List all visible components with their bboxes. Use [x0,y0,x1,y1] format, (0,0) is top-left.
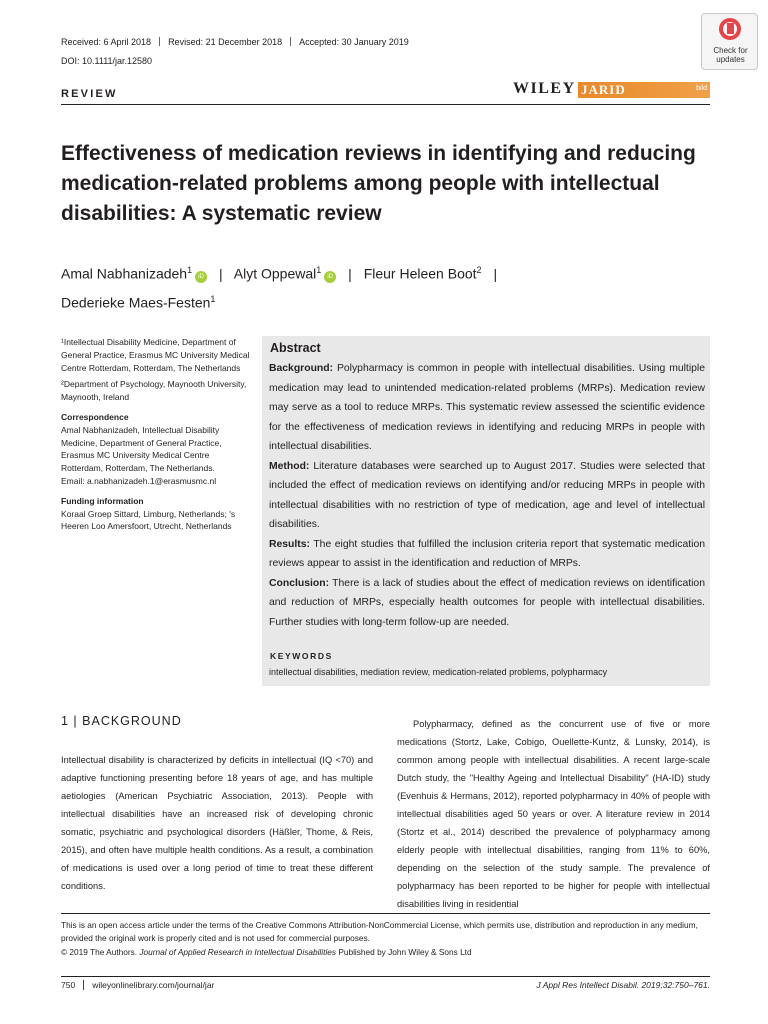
correspondence-text: Amal Nabhanizadeh, Intellectual Disability Medicine, Department of General Practice, Erasmus MC University Medical Centre Rotterdam, Rotterdam, The Netherlands. [61,424,222,474]
body-paragraph: Intellectual disability is characterized by deficits in intellectual (IQ <70) and adaptive functioning presenting before 18 years of age, and has multiple aetiologies (American Psychiatric Association, 2013). People with intellectual disabilities have an increased risk of developing chronic somatic, psychiatric and psychological disorders (Häßler, Thome, & Reis, 2015), and often have multiple health conditions. As a result, a combination of medications is used over a long period of time to treat these different conditions. [61,755,373,891]
correspondence-heading: Correspondence [61,411,129,422]
results-text: The eight studies that fulfilled the inclusion criteria report that systematic medication reviews appear to assist in the identification and reduction of MRPs. [269,538,705,569]
check-for-updates-button[interactable] [701,13,758,70]
journal-logo-suffix: bild [696,85,707,92]
divider [83,980,84,990]
author-affiliation-mark: 1 [210,293,216,304]
author-affiliation-mark: 1 [316,265,322,275]
affiliation: ²Department of Psychology, Maynooth University, Maynooth, Ireland [61,379,247,403]
author-affiliation-mark: 1 [187,265,193,275]
journal-url[interactable]: wileyonlinelibrary.com/journal/jar [92,980,215,990]
affiliations-sidebar [61,336,251,537]
funding-heading: Funding information [61,495,144,506]
keywords-heading: KEYWORDS [270,651,333,661]
received-date: Received: 6 April 2018 [61,37,152,47]
revised-date: Revised: 21 December 2018 [168,37,283,47]
license-note [61,919,710,944]
license-text: This is an open access article under the terms of the Creative Commons Attribution-NonCommercial License, which permits use, distribution and reproduction in any medium, provided the original work is properly cited and is not used for commercial purposes. [61,920,698,943]
divider [290,37,291,46]
journal-logo-text: JARID [581,82,626,97]
abstract-method [269,457,705,535]
author-separator: | [348,265,352,282]
section-heading: 1 | BACKGROUND [61,714,182,728]
orcid-icon[interactable]: iD [195,271,207,283]
body-left-column [61,751,373,895]
author-name[interactable]: Alyt Oppewal [233,265,317,282]
author-name[interactable]: Dederieke Maes-Festen [61,294,211,311]
background-text: Polypharmacy is common in people with intellectual disabilities. Using multiple medication may lead to unintended medication-related problems (MRPs). Medication review may serve as a tool to reduce MRPs. This systematic review assessed the scientific evidence for the effectiveness of medication reviews in identifying and reducing MRPs in people with intellectual disabilities. [269,363,705,452]
conclusion-text: There is a lack of studies about the effect of medication reviews on identification and reduction of MRPs, especially health outcomes for people with intellectual disabilities. Further studies with long-term follow-up are needed. [269,577,705,628]
publisher-logo: WILEY [513,80,576,97]
abstract-results [269,535,705,574]
copyright-journal: Journal of Applied Research in Intellectual Disabilities [139,947,337,957]
method-label: Method: [269,460,310,472]
author-separator: | [493,265,498,282]
abstract-heading: Abstract [270,341,321,355]
affiliation: ¹Intellectual Disability Medicine, Department of General Practice, Erasmus MC University Medical Centre Rotterdam, Rotterdam, The Netherlands [61,337,250,373]
background-label: Background: [269,363,334,374]
author-list [61,258,721,315]
article-dates [61,37,409,47]
article-type-label: REVIEW [61,88,118,100]
journal-logo [578,82,710,98]
abstract-conclusion [269,574,705,633]
copyright-prefix: © 2019 The Authors. [61,947,140,957]
body-paragraph: Polypharmacy, defined as the concurrent use of five or more medications (Stortz, Lake, Cobigo, Ouellette-Kuntz, & Lunsky, 2014), is common among people with intellectual disabilities. A recent large-scale Dutch study, the "Healthy Ageing and Intellectual Disability" (HA-ID) study (Evenhuis & Hermans, 2012), reported polypharmacy in 40% of people with intellectual disabilities aged 50 years or over. A literature review in 2014 (Stortz et al., 2014) described the prevalence of polypharmacy among elderly people with intellectual disabilities, ranging from 11% to 60%, depending on the selection of the study sample. The prevalence of polypharmacy has been reported to be higher for people with intellectual disabilities living in residential [397,719,710,909]
copyright-line [61,947,472,957]
article-title: Effectiveness of medication reviews in identifying and reducing medication-related problems among people with intellectual disabilities: A systematic review [61,142,696,225]
accepted-date: Accepted: 30 January 2019 [299,37,409,47]
citation-line: J Appl Res Intellect Disabil. 2019;32:750–761. [536,980,710,990]
correspondence-email[interactable]: Email: a.nabhanizadeh.1@erasmusmc.nl [61,475,217,486]
page-number: 750 [61,980,76,990]
badge-line-1: Check for [713,46,748,55]
divider [159,37,160,46]
page-footer-left [61,980,214,990]
header-rule [61,104,710,105]
author-name[interactable]: Amal Nabhanizadeh [61,265,188,282]
author-affiliation-mark: 2 [476,265,482,275]
copyright-suffix: Published by John Wiley & Sons Ltd [336,947,472,957]
abstract-background [269,359,705,457]
conclusion-label: Conclusion: [269,577,330,589]
body-right-column [397,715,710,913]
doi-link[interactable]: DOI: 10.1111/jar.12580 [61,56,153,66]
bottom-rule [61,976,710,977]
author-name[interactable]: Fleur Heleen Boot [363,265,477,282]
badge-line-2: updates [716,55,745,64]
crossmark-bookmark-icon [727,23,734,34]
results-label: Results: [269,538,310,550]
abstract-body [269,359,705,632]
footer-rule [61,913,710,914]
method-text: Literature databases were searched up to August 2017. Studies were selected that included the effect of medication reviews on identifying and/or reducing MRPs in people with intellectual disabilities with no restriction of type of medication, age and level of intellectual disabilities. [269,460,705,530]
author-separator: | [219,265,223,282]
keywords-list: intellectual disabilities, mediation review, medication-related problems, polypharmacy [269,667,608,677]
orcid-icon[interactable]: iD [324,271,336,283]
funding-text: Koraal Groep Sittard, Limburg, Netherlands; 's Heeren Loo Amersfoort, Utrecht, Netherlands [61,508,236,532]
